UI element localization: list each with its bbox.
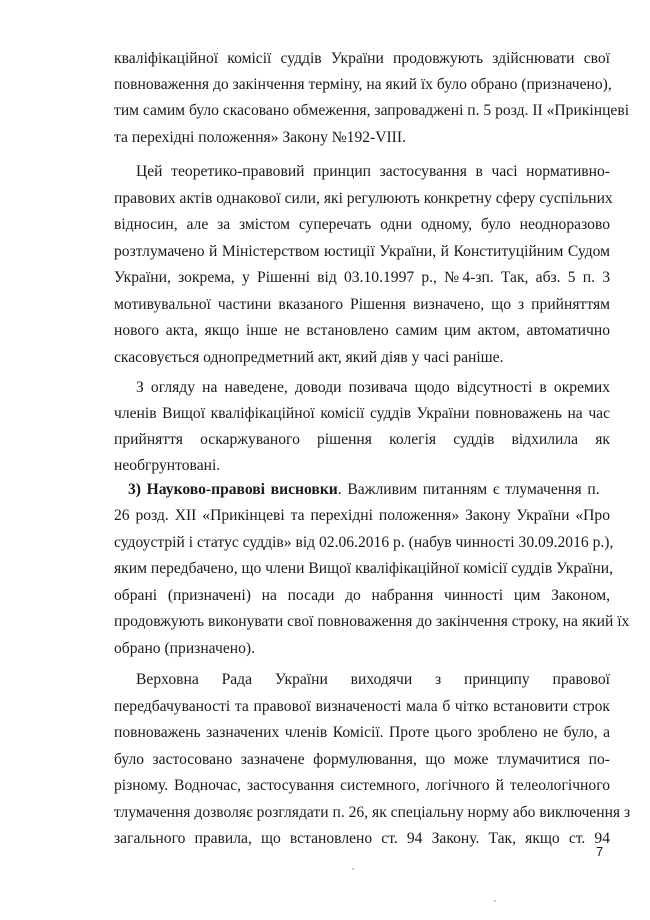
text-line: загального правила, що встановлено ст. 94 Закону. Так, якщо ст. 94 — [114, 830, 610, 847]
text-line: різному. Водночас, застосування системного, логічного й телеологічного — [114, 777, 610, 794]
text-line: З огляду на наведене, доводи позивача щодо відсутності в окремих — [136, 379, 610, 396]
text-line: кваліфікаційної комісії суддів України продовжують здійснювати свої — [114, 50, 610, 67]
scan-speck — [494, 900, 496, 902]
text-line: та перехідні положення» Закону №192-VIII. — [114, 129, 406, 146]
text-line: необгрунтовані. — [114, 457, 221, 474]
text-line: тлумачення дозволяє розглядати п. 26, як спеціальну норму або виключення з — [114, 804, 631, 821]
text-line: повноважень зазначених членів Комісії. Проте цього зроблено не було, а — [114, 724, 610, 741]
scan-speck — [352, 868, 354, 870]
text-line: тим самим було скасовано обмеження, запроваджені п. 5 розд. ІІ «Прикінцеві — [114, 102, 630, 119]
text-line: повноваження до закінчення терміну, на який їх було обрано (призначено), — [114, 76, 612, 93]
text-line: обрано (призначено). — [114, 640, 255, 657]
text-run: . Важливим питанням є тлумачення п. — [337, 481, 600, 498]
text-line: прийняття оскаржуваного рішення колегія суддів відхилила як — [114, 431, 610, 448]
text-line: правових актів однакової сили, які регулюють конкретну сферу суспільних — [114, 190, 613, 207]
text-line: яким передбачено, що члени Вищої кваліфікаційної комісії суддів України, — [114, 560, 613, 577]
text-line: Верховна Рада України виходячи з принципу правової — [136, 671, 610, 688]
section-heading: 3) Науково-правові висновки — [128, 481, 338, 498]
text-line: Цей теоретико-правовий принцип застосування в часі нормативно- — [136, 163, 610, 180]
page-number: 7 — [596, 844, 604, 859]
text-line: скасовується однопредметний акт, який діяв у часі раніше. — [114, 349, 504, 366]
text-line: 26 розд. ХІІ «Прикінцеві та перехідні положення» Закону України «Про — [114, 507, 610, 524]
text-line: розтлумачено й Міністерством юстиції України, й Конституційним Судом — [114, 243, 610, 260]
text-line: мотивувальної частини вказаного Рішення визначено, що з прийняттям — [114, 296, 610, 313]
section-heading-line — [128, 480, 610, 500]
text-line: судоустрій і статус суддів» від 02.06.2016 р. (набув чинності 30.09.2016 р.), — [114, 534, 614, 551]
text-line: нового акта, якщо інше не встановлено самим цим актом, автоматично — [114, 322, 610, 339]
text-line: відносин, але за змістом суперечать одни одному, було неодноразово — [114, 216, 610, 233]
text-line: обрані (призначені) на посади до набрання чинності цим Законом, — [114, 587, 610, 604]
text-line: було застосовано зазначене формулювання, що може тлумачитися по- — [114, 751, 610, 768]
text-line: продовжують виконувати свої повноваження до закінчення строку, на який їх — [114, 613, 630, 630]
text-line: передбачуваності та правової визначеності мала б чітко встановити строк — [114, 698, 610, 715]
text-line: України, зокрема, у Рішенні від 03.10.1997 р., №4-зп. Так, абз. 5 п. 3 — [114, 269, 610, 286]
text-line: членів Вищої кваліфікаційної комісії суддів України повноважень на час — [114, 405, 610, 422]
